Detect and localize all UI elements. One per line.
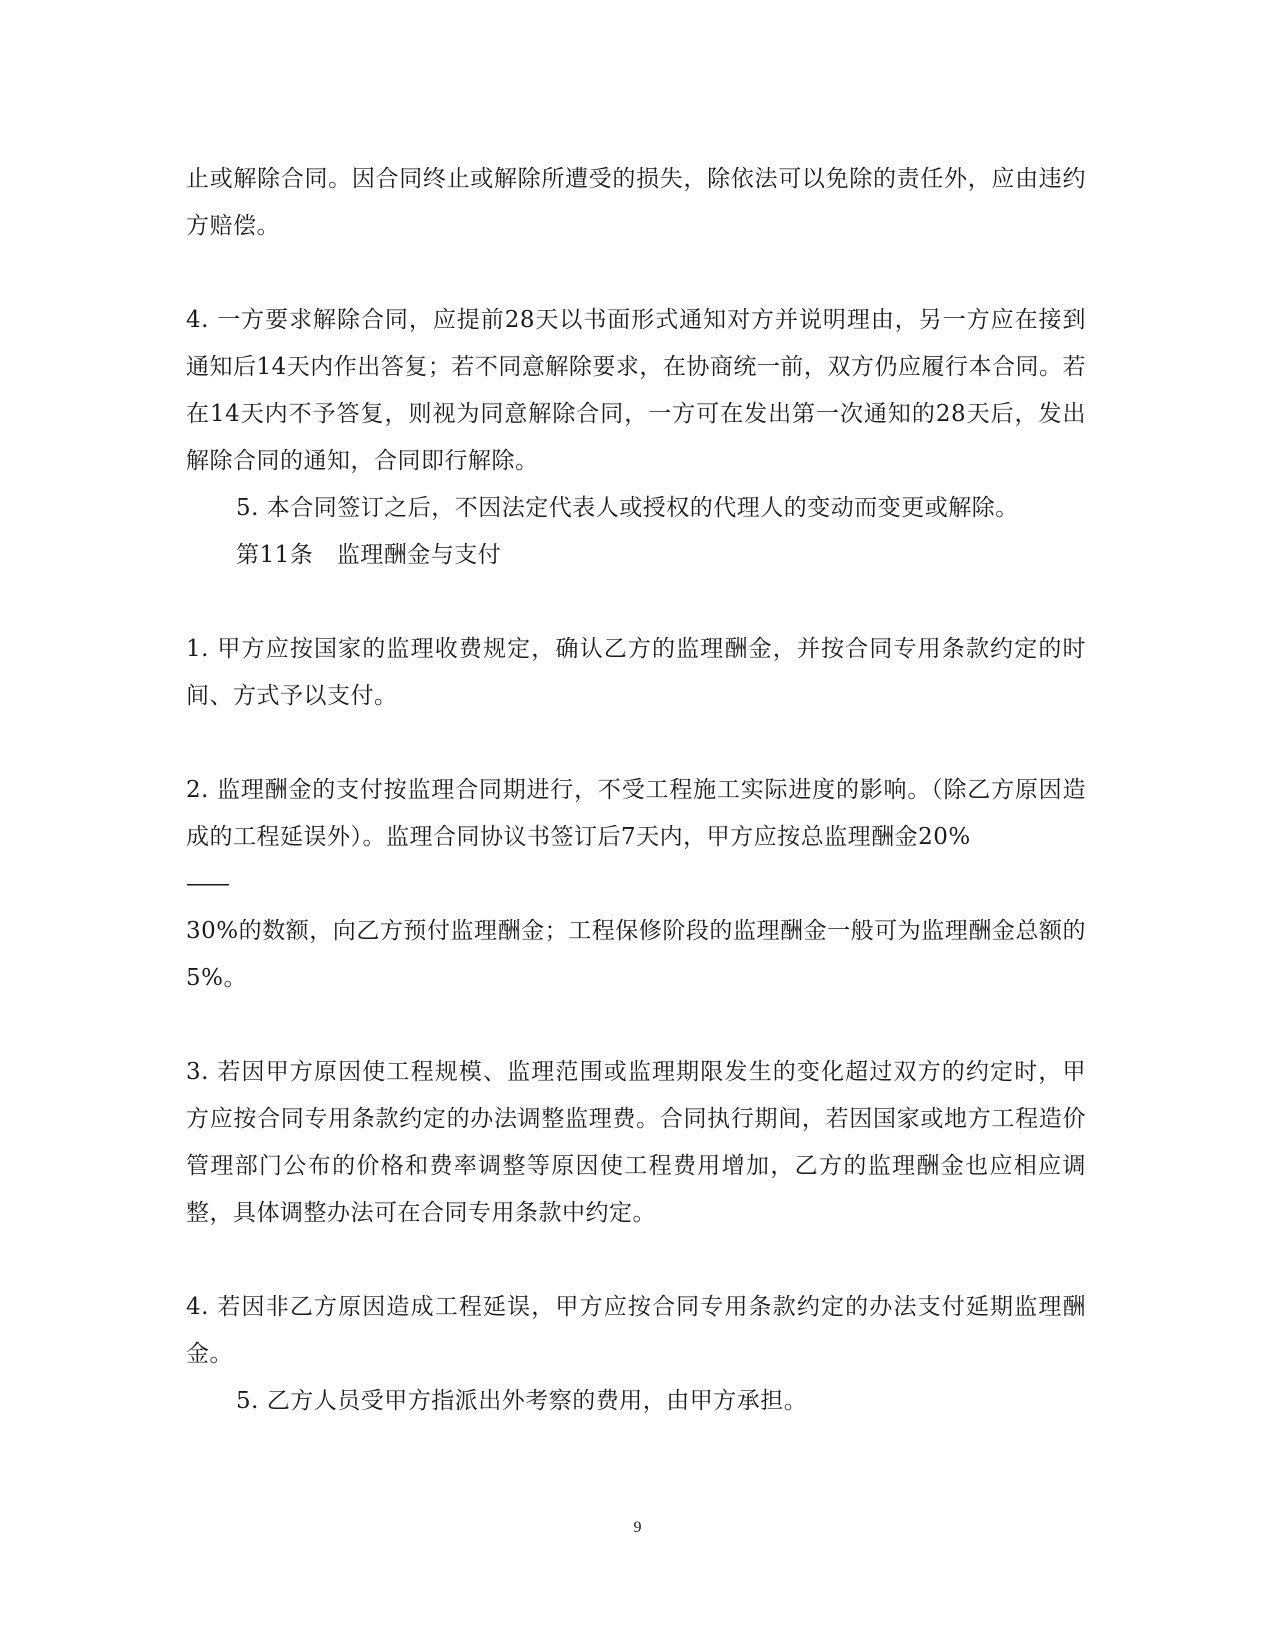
section-heading-article-11: 第11条 监理酬金与支付 — [236, 542, 502, 568]
paragraph-clause-4-termination-notice: 4. 一方要求解除合同，应提前28天以书面形式通知对方并说明理由，另一方应在接到通知后14天内作出答复；若不同意解除要求，在协商统一前，双方仍应履行本合同。若在14天内不予答复，则视为同意解除合同，一方可在发出第一次通知的28天后，发出解除合同的通知，合同即行解除。 — [186, 307, 1086, 474]
paragraph-fee-clause-2-dash: —— — [186, 871, 228, 897]
paragraph-fee-clause-2: 2. 监理酬金的支付按监理合同期进行，不受工程施工实际进度的影响。（除乙方原因造成的工程延误外）。监理合同协议书签订后7天内，甲方应按总监理酬金20% — [186, 777, 1086, 850]
paragraph-fee-clause-5: 5. 乙方人员受甲方指派出外考察的费用，由甲方承担。 — [236, 1388, 808, 1414]
paragraph-fee-clause-1: 1. 甲方应按国家的监理收费规定，确认乙方的监理酬金，并按合同专用条款约定的时间、方式予以支付。 — [186, 636, 1086, 709]
paragraph-clause-5-signing-effect: 5. 本合同签订之后，不因法定代表人或授权的代理人的变动而变更或解除。 — [236, 495, 1019, 521]
page-number: 9 — [633, 1519, 642, 1536]
document-body — [186, 156, 1086, 1425]
paragraph-fee-clause-4: 4. 若因非乙方原因造成工程延误，甲方应按合同专用条款约定的办法支付延期监理酬金。 — [186, 1294, 1086, 1367]
paragraph-fee-clause-3: 3. 若因甲方原因使工程规模、监理范围或监理期限发生的变化超过双方的约定时，甲方应按合同专用条款约定的办法调整监理费。合同执行期间，若因国家或地方工程造价管理部门公布的价格和费率调整等原因使工程费用增加，乙方的监理酬金也应相应调整，具体调整办法可在合同专用条款中约定。 — [186, 1059, 1086, 1226]
paragraph-fee-clause-2-continued: 30%的数额，向乙方预付监理酬金；工程保修阶段的监理酬金一般可为监理酬金总额的5%。 — [186, 918, 1086, 991]
paragraph-contract-termination-loss: 止或解除合同。因合同终止或解除所遭受的损失，除依法可以免除的责任外，应由违约方赔偿。 — [186, 166, 1086, 239]
